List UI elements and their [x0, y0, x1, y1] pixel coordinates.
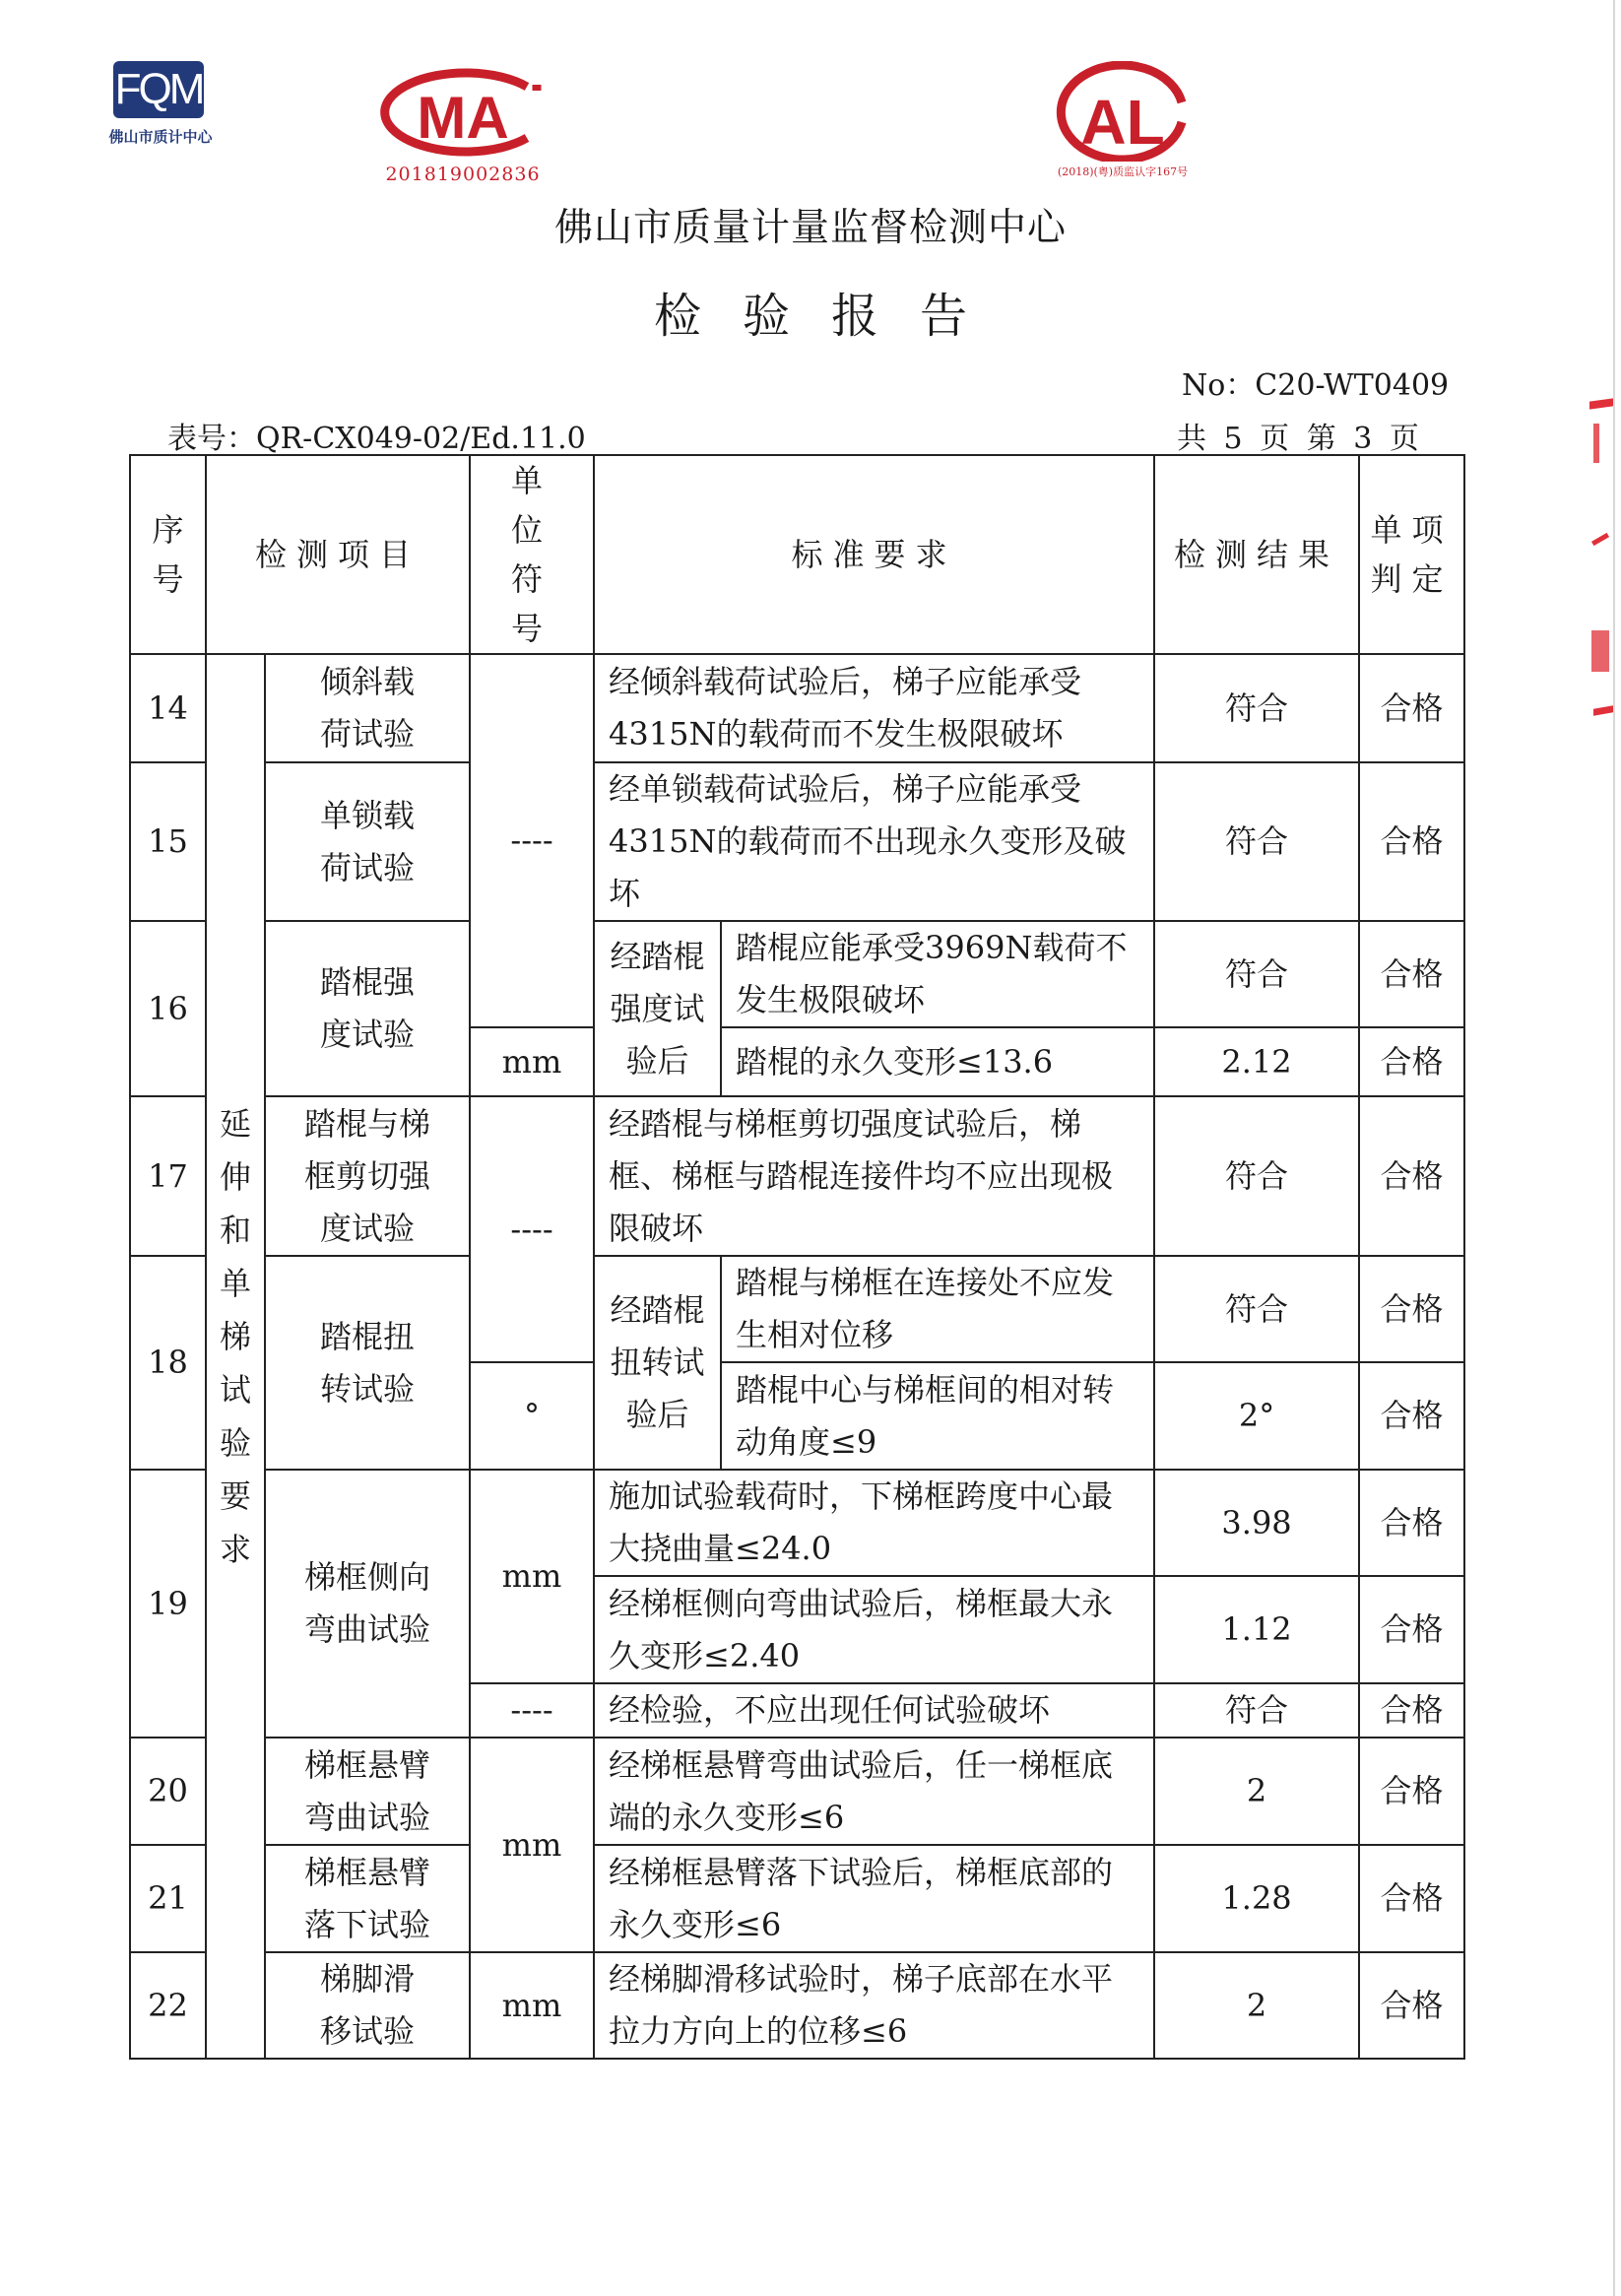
standard-cell: 踏棍与梯框在连接处不应发生相对位移 — [721, 1256, 1154, 1362]
result-cell: 2° — [1154, 1362, 1359, 1470]
seq-cell: 22 — [130, 1952, 206, 2059]
judgment-cell: 合格 — [1359, 1256, 1464, 1362]
svg-text:AL: AL — [1080, 87, 1165, 158]
judgment-cell: 合格 — [1359, 1096, 1464, 1256]
table-row — [130, 1845, 1464, 1952]
standard-cell: 经梯框侧向弯曲试验后，梯框最大永久变形≤2.40 — [594, 1576, 1154, 1683]
table-row — [130, 762, 1464, 921]
judgment-cell: 合格 — [1359, 1952, 1464, 2059]
cma-logo — [379, 65, 547, 160]
header-standard: 标准要求 — [594, 455, 1154, 654]
seal-fragment — [1591, 533, 1609, 546]
table-row — [130, 1096, 1464, 1256]
item-cell: 梯框侧向弯曲试验 — [265, 1470, 470, 1738]
organization-name: 佛山市质量计量监督检测中心 — [553, 206, 1067, 250]
seq-cell: 17 — [130, 1096, 206, 1256]
report-title: 检验报告 — [653, 289, 1008, 344]
standard-cell: 经梯脚滑移试验时，梯子底部在水平拉力方向上的位移≤6 — [594, 1952, 1154, 2059]
report-number: No：C20-WT0409 — [1182, 368, 1450, 403]
judgment-cell: 合格 — [1359, 654, 1464, 762]
standard-cell: 经梯框悬臂落下试验后，梯框底部的永久变形≤6 — [594, 1845, 1154, 1952]
header-unit: 单位符号 — [470, 455, 594, 654]
page-count: 共 5 页 第 3 页 — [1177, 422, 1419, 456]
table-row — [130, 1738, 1464, 1845]
sub-label-cell: 经踏棍扭转试验后 — [594, 1256, 721, 1470]
page-edge-divider — [1613, 0, 1615, 2296]
table-row — [130, 921, 1464, 1027]
unit-cell: ---- — [470, 1683, 594, 1738]
result-cell: 2 — [1154, 1738, 1359, 1845]
judgment-cell: 合格 — [1359, 1738, 1464, 1845]
seal-fragment — [1591, 630, 1609, 672]
unit-cell: mm — [470, 1470, 594, 1683]
table-row — [130, 1952, 1464, 2059]
result-cell: 2 — [1154, 1952, 1359, 2059]
header-result: 检测结果 — [1154, 455, 1359, 654]
judgment-cell: 合格 — [1359, 1470, 1464, 1576]
result-cell: 符合 — [1154, 1096, 1359, 1256]
judgment-cell: 合格 — [1359, 762, 1464, 921]
unit-cell: mm — [470, 1738, 594, 1952]
seq-cell: 18 — [130, 1256, 206, 1470]
fqm-caption: 佛山市质计中心 — [108, 128, 213, 146]
seal-fragment — [1593, 705, 1613, 716]
seq-cell: 21 — [130, 1845, 206, 1952]
judgment-cell: 合格 — [1359, 1576, 1464, 1683]
standard-cell: 经单锁载荷试验后，梯子应能承受4315N的载荷而不出现永久变形及破坏 — [594, 762, 1154, 921]
item-cell: 梯框悬臂落下试验 — [265, 1845, 470, 1952]
header-item: 检测项目 — [206, 455, 470, 654]
item-cell: 倾斜载荷试验 — [265, 654, 470, 762]
item-cell: 踏棍与梯框剪切强度试验 — [265, 1096, 470, 1256]
item-cell: 踏棍强度试验 — [265, 921, 470, 1096]
standard-cell: 施加试验载荷时，下梯框跨度中心最大挠曲量≤24.0 — [594, 1470, 1154, 1576]
judgment-cell: 合格 — [1359, 1845, 1464, 1952]
standard-cell: 踏棍中心与梯框间的相对转动角度≤9 — [721, 1362, 1154, 1470]
result-cell: 符合 — [1154, 1683, 1359, 1738]
result-cell: 符合 — [1154, 1256, 1359, 1362]
cnas-logo — [1054, 61, 1192, 162]
cma-number: 201819002836 — [385, 164, 541, 185]
inspection-table — [129, 454, 1465, 2060]
result-cell: 2.12 — [1154, 1027, 1359, 1096]
standard-cell: 经梯框悬臂弯曲试验后，任一梯框底端的永久变形≤6 — [594, 1738, 1154, 1845]
cnas-caption: (2018)(粤)质监认字167号 — [1057, 165, 1189, 178]
table-row — [130, 1470, 1464, 1576]
form-number: 表号：QR-CX049-02/Ed.11.0 — [167, 422, 586, 456]
unit-cell: mm — [470, 1027, 594, 1096]
standard-cell: 经检验，不应出现任何试验破坏 — [594, 1683, 1154, 1738]
standard-cell: 踏棍的永久变形≤13.6 — [721, 1027, 1154, 1096]
unit-cell: ---- — [470, 1096, 594, 1362]
result-cell: 3.98 — [1154, 1470, 1359, 1576]
result-cell: 1.28 — [1154, 1845, 1359, 1952]
judgment-cell: 合格 — [1359, 921, 1464, 1027]
judgment-cell: 合格 — [1359, 1027, 1464, 1096]
table-row — [130, 654, 1464, 762]
standard-cell: 经踏棍与梯框剪切强度试验后，梯框、梯框与踏棍连接件均不应出现极限破坏 — [594, 1096, 1154, 1256]
judgment-cell: 合格 — [1359, 1362, 1464, 1470]
unit-cell: ---- — [470, 654, 594, 1027]
item-cell: 单锁载荷试验 — [265, 762, 470, 921]
header-seq: 序号 — [130, 455, 206, 654]
seal-fragment — [1589, 398, 1613, 409]
result-cell: 符合 — [1154, 921, 1359, 1027]
sub-label-cell: 经踏棍强度试验后 — [594, 921, 721, 1096]
seq-cell: 19 — [130, 1470, 206, 1738]
category-cell: 延伸和单梯试验要求 — [206, 654, 265, 2059]
standard-cell: 踏棍应能承受3969N载荷不发生极限破坏 — [721, 921, 1154, 1027]
result-cell: 符合 — [1154, 762, 1359, 921]
header-judgment: 单项判定 — [1359, 455, 1464, 654]
unit-cell: ° — [470, 1362, 594, 1470]
table-row — [130, 1256, 1464, 1362]
table-header-row — [130, 455, 1464, 654]
item-cell: 梯框悬臂弯曲试验 — [265, 1738, 470, 1845]
seq-cell: 15 — [130, 762, 206, 921]
seal-fragment — [1593, 424, 1599, 463]
seq-cell: 14 — [130, 654, 206, 762]
judgment-cell: 合格 — [1359, 1683, 1464, 1738]
unit-cell: mm — [470, 1952, 594, 2059]
svg-text:MA: MA — [417, 85, 509, 151]
standard-cell: 经倾斜载荷试验后，梯子应能承受4315N的载荷而不发生极限破坏 — [594, 654, 1154, 762]
item-cell: 梯脚滑移试验 — [265, 1952, 470, 2059]
result-cell: 1.12 — [1154, 1576, 1359, 1683]
fqm-logo: FQM — [113, 61, 204, 118]
seq-cell: 16 — [130, 921, 206, 1096]
result-cell: 符合 — [1154, 654, 1359, 762]
item-cell: 踏棍扭转试验 — [265, 1256, 470, 1470]
seq-cell: 20 — [130, 1738, 206, 1845]
